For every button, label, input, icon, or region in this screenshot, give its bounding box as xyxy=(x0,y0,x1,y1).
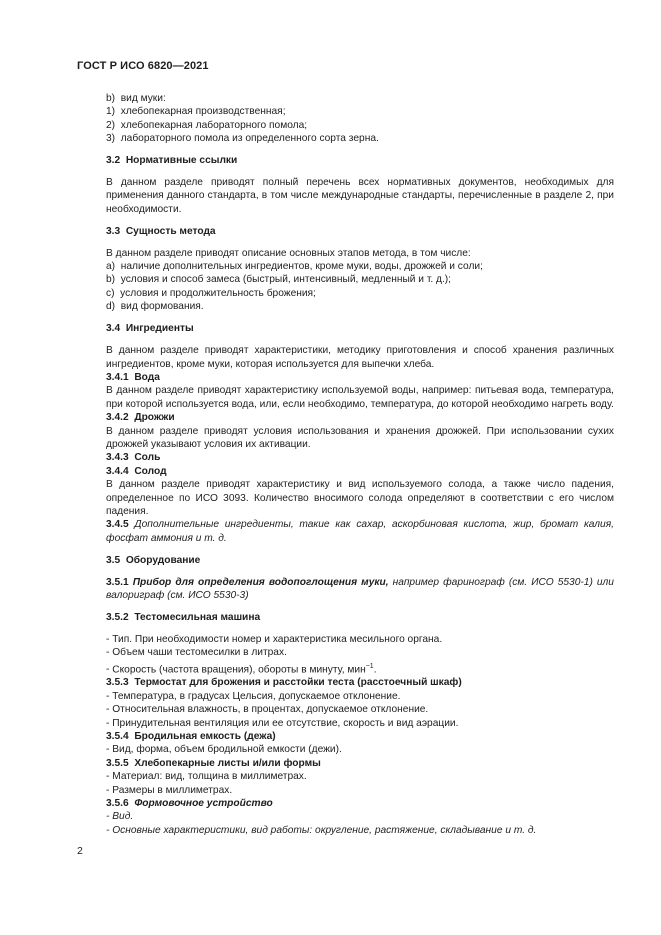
dash-item: - Основные характеристики, вид работы: округление, растяжение, складывание и т. д. xyxy=(77,824,614,837)
speed-end: . xyxy=(373,664,377,676)
section-number: 3.4.5 xyxy=(106,519,129,531)
section-3-4-5 xyxy=(77,518,614,545)
section-heading-3-5-3: 3.5.3 Термостат для брожения и расстойки теста (расстоечный шкаф) xyxy=(106,677,462,689)
dash-item: - Принудительная вентиляция или ее отсутствие, скорость и вид аэрации. xyxy=(77,717,614,730)
dash-item: - Тип. При необходимости номер и характеристика месильного органа. xyxy=(77,633,614,646)
dash-item-speed xyxy=(77,660,614,677)
section-text-3-4-1: В данном разделе приводят характеристику используемой воды, например: питьевая вода, температура, при которой используется вода, или, если необходимо, температура, до которой необходимо нагреть воду. xyxy=(106,385,614,410)
dash-item: - Вид. xyxy=(77,810,614,823)
section-text-3-2: В данном разделе приводят полный перечень всех нормативных документов, необходимых для применения данного стандарта, в том числе международные стандарты, перечисленные в разделе 2, при необходимости. xyxy=(106,177,614,215)
list-item: b) условия и способ замеса (быстрый, интенсивный, медленный и т. д.); xyxy=(106,274,452,286)
page-number: 2 xyxy=(77,845,83,857)
list-item: a) наличие дополнительных ингредиентов, кроме муки, воды, дрожжей и соли; xyxy=(106,261,483,273)
page-content xyxy=(77,92,614,837)
dash-item: - Объем чаши тестомесилки в литрах. xyxy=(77,646,614,659)
section-3-5-1 xyxy=(77,576,614,603)
standard-header: ГОСТ Р ИСО 6820—2021 xyxy=(77,60,209,72)
list-item: d) вид формования. xyxy=(106,301,204,313)
section-heading-3-4-2: 3.4.2 Дрожжи xyxy=(106,412,175,424)
section-heading-3-4: 3.4 Ингредиенты xyxy=(106,323,194,335)
speed-text: Скорость (частота вращения), обороты в минуту, мин xyxy=(112,664,366,676)
dash-item: - Относительная влажность, в процентах, допускаемое отклонение. xyxy=(77,703,614,716)
section-text-3-4-5: Дополнительные ингредиенты, такие как сахар, аскорбиновая кислота, жир, бромат калия, фосфат аммония и т. д. xyxy=(106,519,614,544)
section-heading-3-4-3: 3.4.3 Соль xyxy=(106,452,161,464)
section-bold-text-3-5-1: Прибор для определения водопоглощения муки, xyxy=(132,576,389,588)
section-number: 3.5.1 xyxy=(106,576,129,588)
section-heading-3-5: 3.5 Оборудование xyxy=(106,554,201,566)
section-heading-3-4-4: 3.4.4 Солод xyxy=(106,465,167,477)
section-number: 3.5.6 xyxy=(106,798,129,810)
section-heading-3-5-6 xyxy=(77,797,614,810)
speed-superscript: −1 xyxy=(365,662,374,670)
dash-item: - Материал: вид, толщина в миллиметрах. xyxy=(77,770,614,783)
section-text-3-4-4: В данном разделе приводят характеристику и вид используемого солода, а также число падения, определенное по ИСО 3093. Количество вносимого солода определяют в соответствии с его числом падения. xyxy=(106,479,614,517)
dash-item: - Температура, в градусах Цельсия, допускаемое отклонение. xyxy=(77,690,614,703)
list-b-intro: b) вид муки: xyxy=(106,93,166,104)
section-heading-3-5-2: 3.5.2 Тестомесильная машина xyxy=(106,611,261,623)
section-heading-3-5-5: 3.5.5 Хлебопекарные листы и/или формы xyxy=(106,757,321,769)
section-title-3-5-6: Формовочное устройство xyxy=(134,798,273,810)
section-text-3-5-1: например фаринограф (см. ИСО 5530-1) или валориграф (см. ИСО 5530-3) xyxy=(106,576,614,601)
section-text-3-4: В данном разделе приводят характеристики, методику приготовления и способ хранения различных ингредиентов, кроме муки, которая используется для выпечки хлеба. xyxy=(106,345,614,370)
list-item: c) условия и продолжительность брожения; xyxy=(106,287,316,299)
list-item: 2) хлебопекарная лабораторного помола; xyxy=(106,119,308,131)
list-item: 1) хлебопекарная производственная; xyxy=(106,106,286,118)
section-heading-3-4-1: 3.4.1 Вода xyxy=(106,371,160,383)
dash-item: - Вид, форма, объем бродильной емкости (дежи). xyxy=(77,743,614,756)
section-intro-3-3: В данном разделе приводят описание основных этапов метода, в том числе: xyxy=(106,247,471,259)
section-heading-3-5-4: 3.5.4 Бродильная емкость (дежа) xyxy=(106,731,276,743)
section-heading-3-3: 3.3 Сущность метода xyxy=(106,225,216,237)
dash-item: - Размеры в миллиметрах. xyxy=(77,784,614,797)
section-text-3-4-2: В данном разделе приводят условия использования и хранения дрожжей. При использовании сухих дрожжей указывают условия их активации. xyxy=(106,425,614,450)
section-heading-3-2: 3.2 Нормативные ссылки xyxy=(106,155,238,167)
list-item: 3) лабораторного помола из определенного сорта зерна. xyxy=(106,133,379,145)
